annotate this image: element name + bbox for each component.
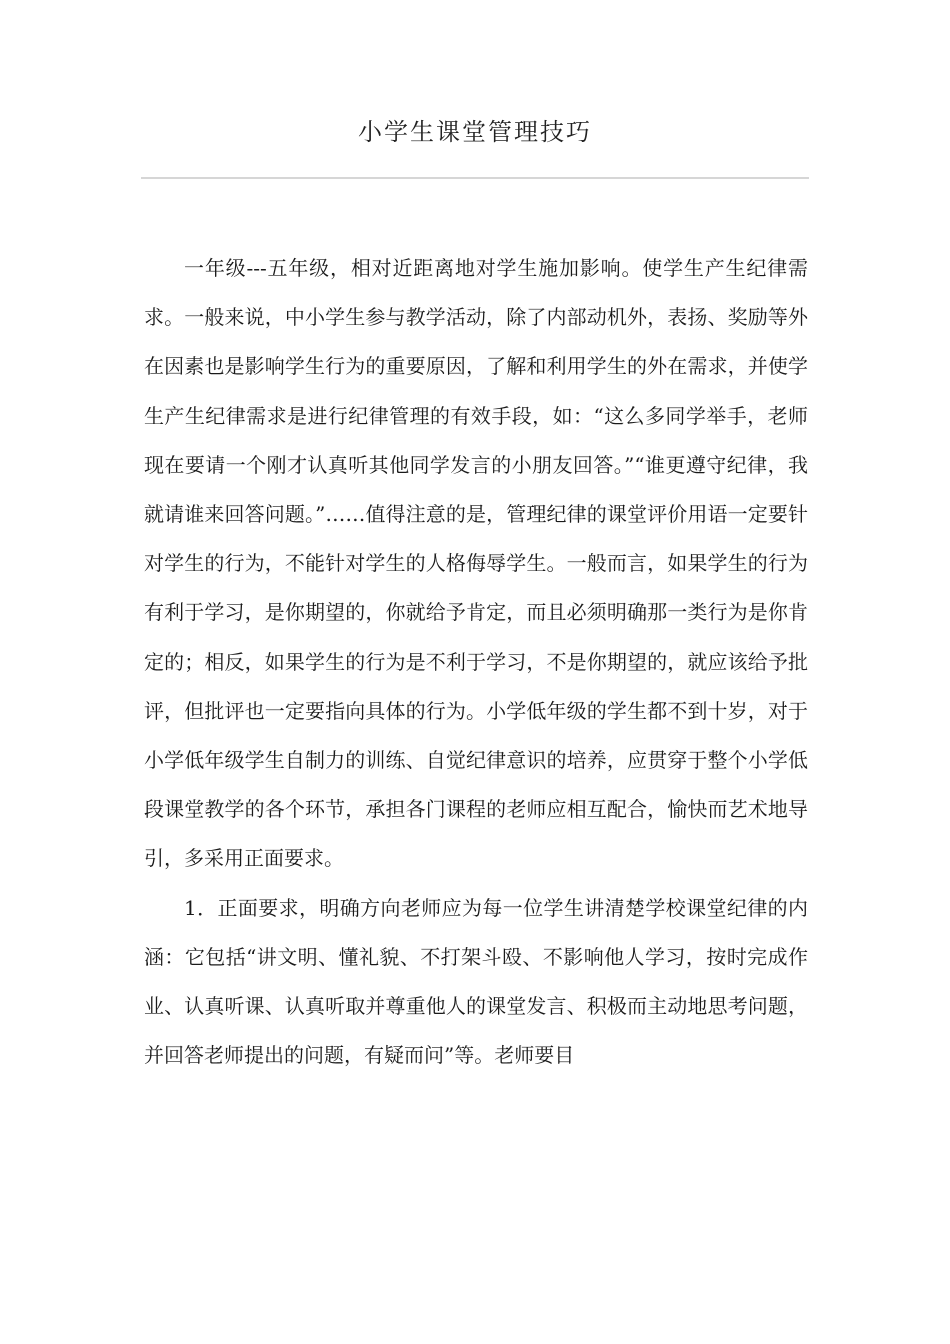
- document-title: 小学生课堂管理技巧: [358, 118, 592, 146]
- document-body: [144, 244, 808, 1080]
- paragraph-intro: 一年级---五年级，相对近距离地对学生施加影响。使学生产生纪律需求。一般来说，中小学生参与教学活动，除了内部动机外，表扬、奖励等外在因素也是影响学生行为的重要原因，了解和利用学生的外在需求，并使学生产生纪律需求是进行纪律管理的有效手段，如：“这么多同学举手，老师现在要请一个刚才认真听其他同学发言的小朋友回答。”“谁更遵守纪律，我就请谁来回答问题。”……值得注意的是，管理纪律的课堂评价用语一定要针对学生的行为，不能针对学生的人格侮辱学生。一般而言，如果学生的行为有利于学习，是你期望的，你就给予肯定，而且必须明确那一类行为是你肯定的；相反，如果学生的行为是不利于学习，不是你期望的，就应该给予批评，但批评也一定要指向具体的行为。小学低年级的学生都不到十岁，对于小学低年级学生自制力的训练、自觉纪律意识的培养，应贯穿于整个小学低段课堂教学的各个环节，承担各门课程的老师应相互配合，愉快而艺术地导引，多采用正面要求。: [144, 256, 808, 871]
- title-divider: [141, 177, 809, 179]
- paragraph-point-1: 1．正面要求，明确方向老师应为每一位学生讲清楚学校课堂纪律的内涵：它包括“讲文明、懂礼貌、不打架斗殴、不影响他人学习，按时完成作业、认真听课、认真听取并尊重他人的课堂发言、积极而主动地思考问题，并回答老师提出的问题，有疑而问”等。老师要目: [144, 895, 808, 1068]
